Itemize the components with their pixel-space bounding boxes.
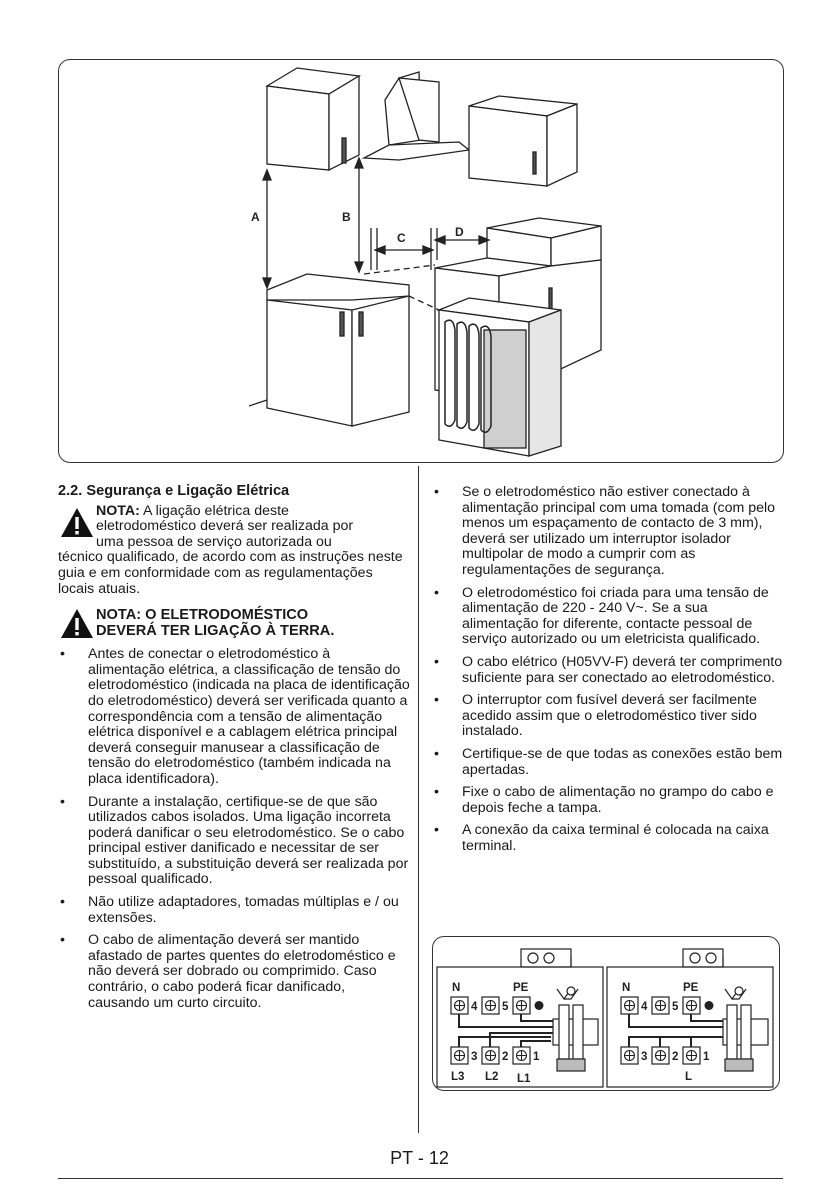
note-label: NOTA:: [96, 502, 140, 519]
list-item: • Se o eletrodoméstico não estiver conectado à alimentação principal com uma tomada (com pelo menos um espaçamento de contacto de 3 mm), deverá ser utilizado um interruptor isolador multipolar de modo a cumprir com as regulamentações de segurança.: [432, 485, 786, 579]
terminal-label-pe: PE: [683, 982, 699, 994]
dimension-label-c: C: [397, 231, 406, 245]
kitchen-installation-illustration: [59, 60, 784, 463]
list-item: • O eletrodoméstico foi criada para uma tensão de alimentação de 220 - 240 V~. Se a sua alimentação for diferente, contacte pessoal de serviço autorizado ou um eletricista qualificado.: [432, 586, 786, 648]
warning-icon: [60, 507, 94, 538]
list-item: • Não utilize adaptadores, tomadas múltiplas e / ou extensões.: [58, 895, 410, 926]
terminal-number: 5: [502, 1001, 509, 1013]
note-text-2: eletrodoméstico deverá ser realizada por: [96, 518, 354, 535]
right-column: [432, 485, 786, 861]
note-electrical: [58, 504, 410, 598]
terminal-number: 1: [703, 1051, 710, 1063]
terminal-label-pe: PE: [513, 982, 529, 994]
phase-label-l1: L1: [517, 1073, 531, 1085]
dimension-label-d: D: [455, 225, 464, 239]
terminal-label-n: N: [452, 982, 461, 994]
left-bullet-list: [58, 647, 410, 1011]
terminal-label-n: N: [622, 982, 631, 994]
page-number: PT - 12: [390, 1148, 449, 1168]
right-bullet-list: [432, 485, 786, 854]
list-item: • O cabo de alimentação deverá ser mantido afastado de partes quentes do eletrodoméstico e não deverá ser dobrado ou comprimido. Caso contrário, o cabo poderá ficar danificado, causando um curto circuito.: [58, 933, 410, 1011]
terminal-number: 4: [641, 1001, 648, 1013]
terminal-box-illustration: [433, 937, 781, 1092]
list-item: • Durante a instalação, certifique-se de que são utilizados cabos isolados. Uma ligação incorreta poderá danificar o seu eletrodoméstico. Se o cabo principal estiver danificado e necessitar de ser substituído, a substituição deverá ser realizada por pessoal qualificado.: [58, 795, 410, 889]
footer-rule: [58, 1178, 783, 1179]
list-item: • O interruptor com fusível deverá ser facilmente acedido assim que o eletrodoméstico tiver sido instalado.: [432, 693, 786, 740]
warning-icon: [60, 608, 94, 639]
phase-label-l2: L2: [485, 1071, 499, 1083]
dimension-label-a: A: [251, 210, 260, 224]
list-item: • Fixe o cabo de alimentação no grampo do cabo e depois feche a tampa.: [432, 785, 786, 816]
note-earthing-line1: NOTA: O ELETRODOMÉSTICO: [96, 607, 309, 624]
terminal-wiring-diagram: [432, 936, 780, 1091]
column-divider: [418, 466, 419, 1133]
terminal-number: 3: [471, 1051, 478, 1063]
section-title: 2.2. Segurança e Ligação Elétrica: [58, 483, 290, 499]
phase-label-l3: L3: [451, 1071, 465, 1083]
list-item: • O cabo elétrico (H05VV-F) deverá ter comprimento suficiente para ser conectado ao eletrodoméstico.: [432, 655, 786, 686]
list-item: • Antes de conectar o eletrodoméstico à alimentação elétrica, a classificação de tensão do eletrodoméstico (indicada na placa de identificação do eletrodoméstico) deverá ser verificada quanto a correspondência com a tensão de alimentação elétrica disponível e a cablagem elétrica principal deverá conseguir manusear a classificação de tensão do eletrodoméstico (também indicada na placa identificadora).: [58, 647, 410, 787]
terminal-number: 5: [672, 1001, 679, 1013]
installation-figure: [58, 59, 784, 463]
terminal-number: 1: [533, 1051, 540, 1063]
dimension-label-b: B: [342, 210, 351, 224]
phase-label-l: L: [685, 1071, 693, 1083]
left-column: [58, 484, 410, 1018]
list-item: • A conexão da caixa terminal é colocada na caixa terminal.: [432, 823, 786, 854]
terminal-number: 2: [672, 1051, 679, 1063]
list-item: • Certifique-se de que todas as conexões estão bem apertadas.: [432, 747, 786, 778]
terminal-number: 2: [502, 1051, 509, 1063]
note-earthing: [58, 607, 410, 641]
note-text-rest: técnico qualificado, de acordo com as instruções neste guia e em conformidade com as regulamentações locais atuais.: [58, 549, 403, 597]
terminal-number: 3: [641, 1051, 648, 1063]
note-text-3: uma pessoa de serviço autorizada ou: [96, 533, 332, 550]
note-earthing-line2: DEVERÁ TER LIGAÇÃO À TERRA.: [96, 623, 335, 640]
terminal-number: 4: [471, 1001, 478, 1013]
note-text-1: A ligação elétrica deste: [139, 502, 289, 519]
